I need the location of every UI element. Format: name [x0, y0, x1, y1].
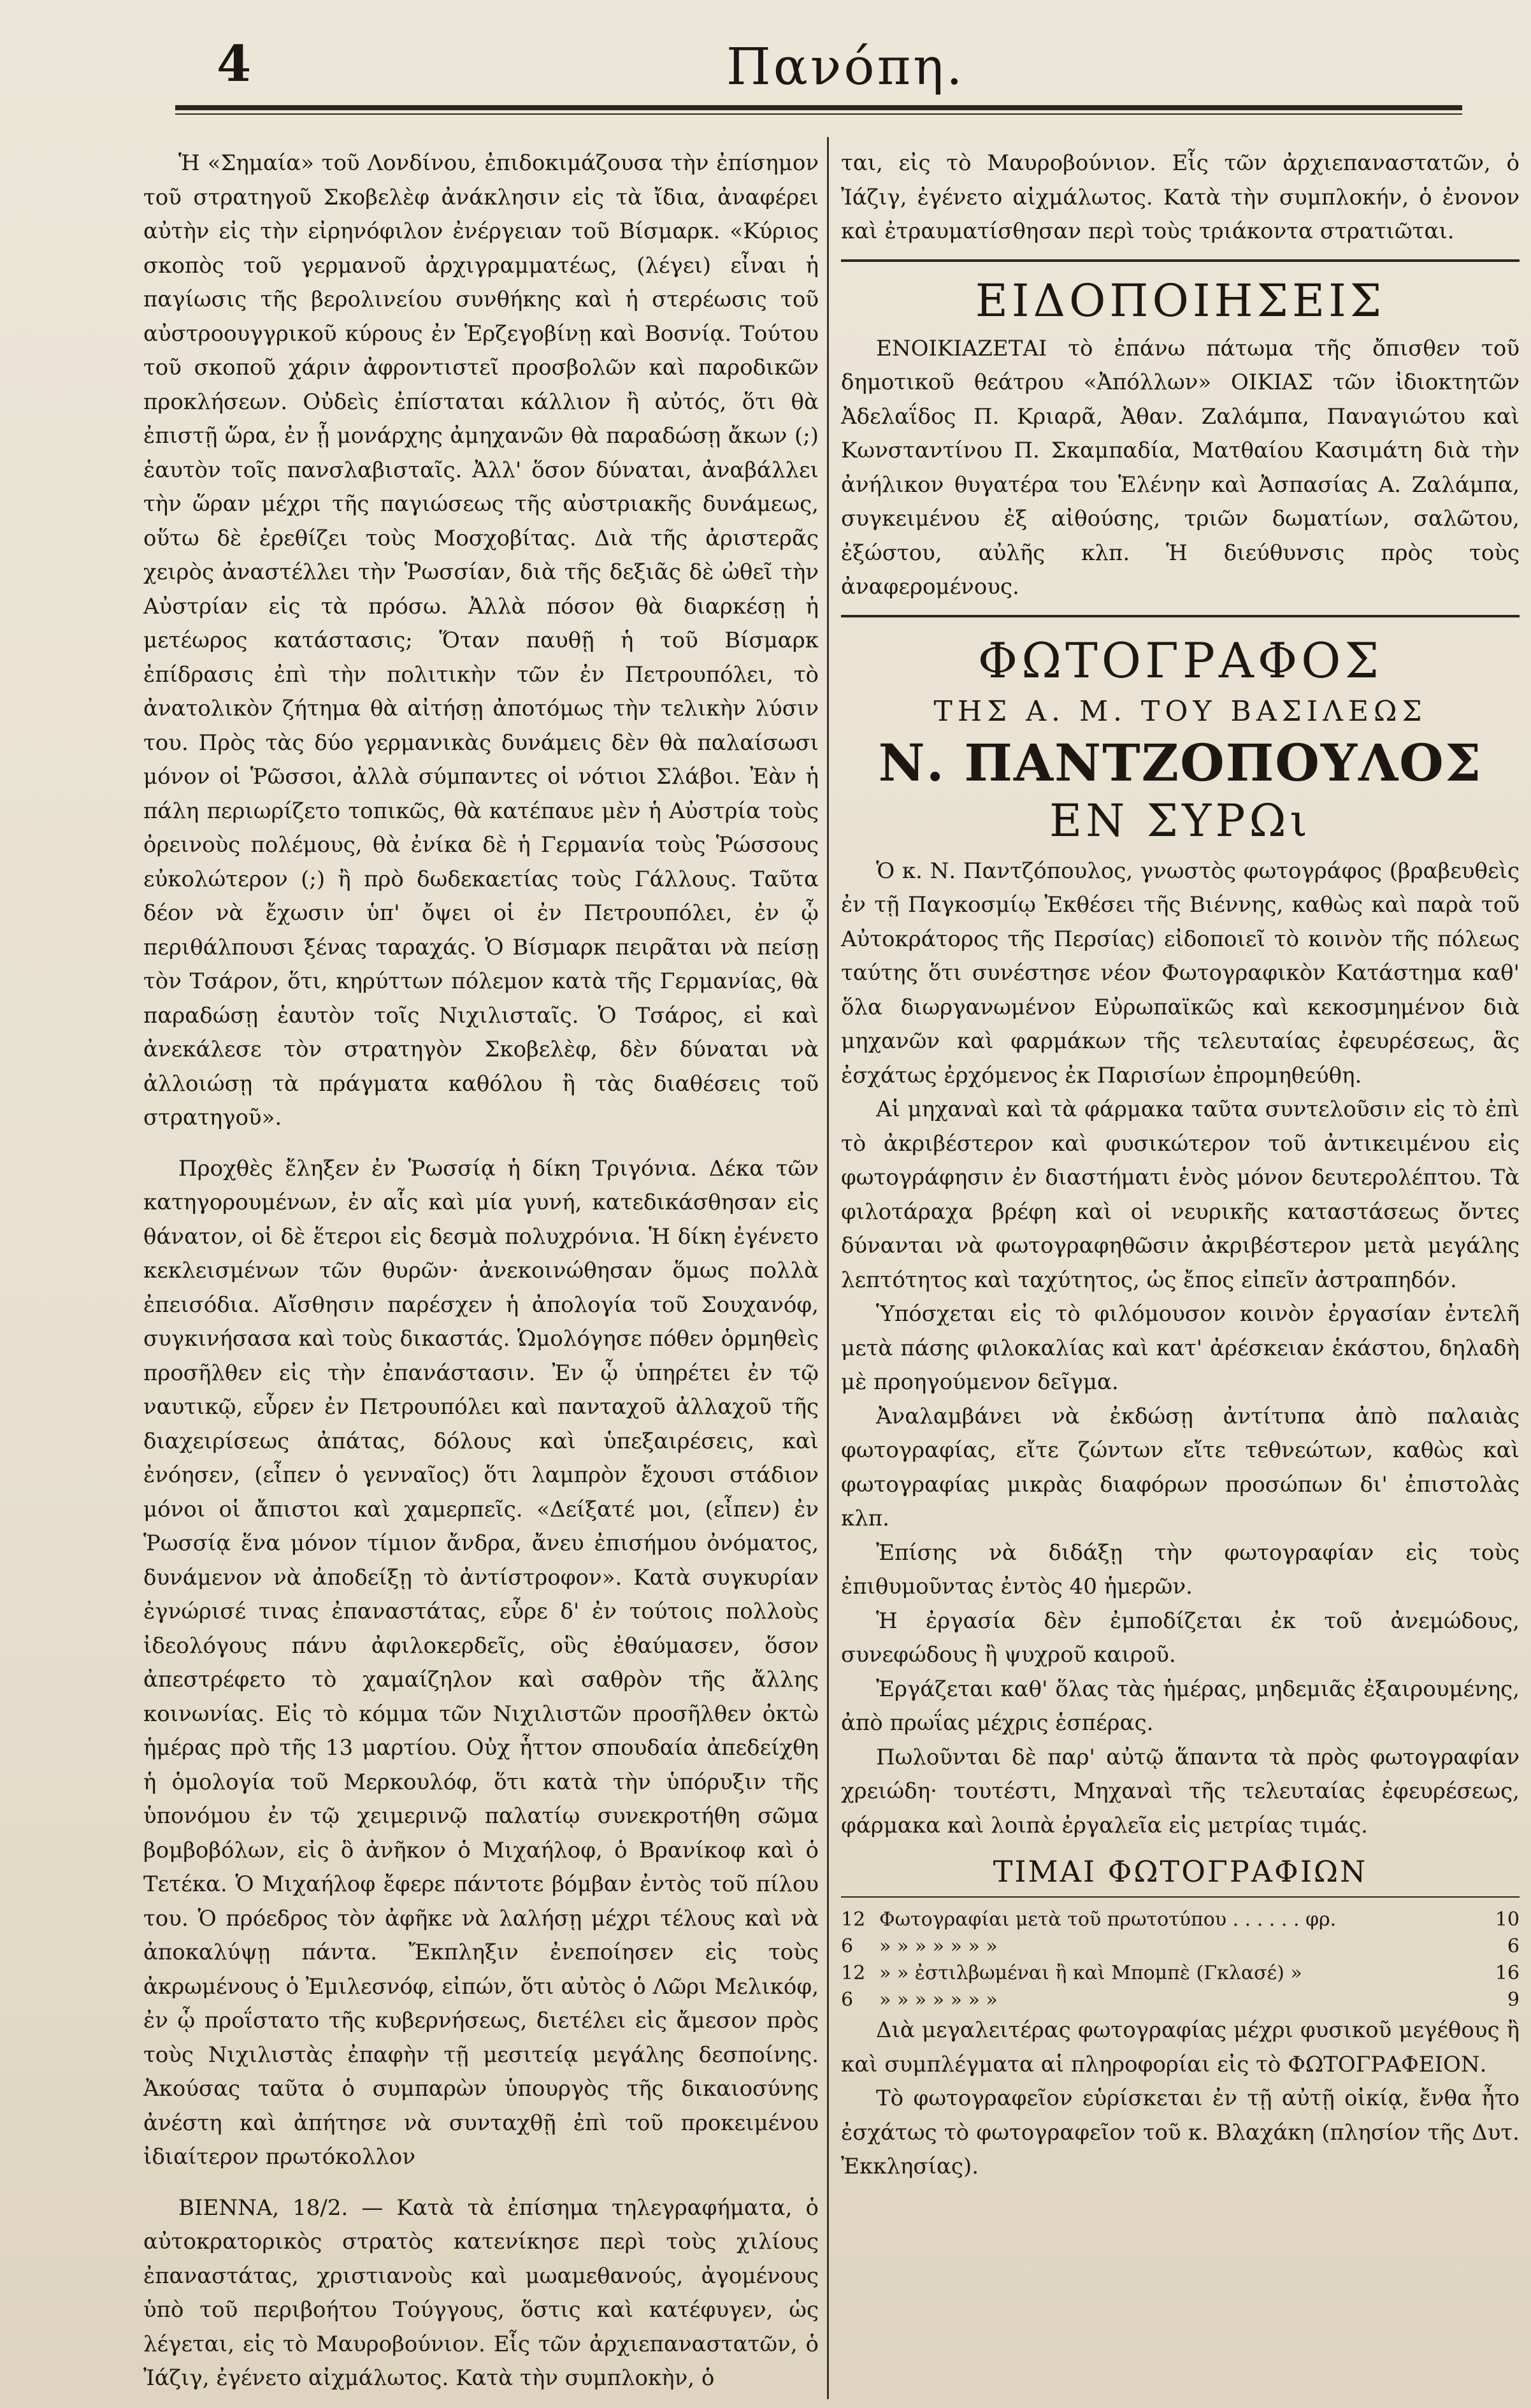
price-qty: 12: [841, 1962, 866, 1984]
price-desc: » » » » » » »: [879, 1989, 998, 2011]
announcement-rental: ΕΝΟΙΚΙΑΖΕΤΑΙ τὸ ἐπάνω πάτωμα τῆς ὄπισθεν τοῦ δημοτικοῦ θεάτρου «Ἀπόλλων» ΟΙΚΙΑΣ τῶν ἰδιοκτητῶν Ἀδελαΐδος Π. Κριαρᾶ, Ἀθαν. Ζαλάμπα, Παναγιώτου καὶ Κωνσταντίνου Π. Σκαμπαδία, Ματθαίου Κασιμάτη διὰ τὴν ἀνήλικον θυγατέρα του Ἑλένην καὶ Ἀσπασίας Α. Ζαλάμπα, συγκειμένου ἐξ αἰθούσης, τριῶν δωματίων, σαλῶτου, ἐξώστου, αὐλῆς κλπ. Ἡ διεύθυνσις πρὸς τοὺς ἀναφερομένους.: [841, 335, 1520, 600]
left-column: [143, 147, 819, 2396]
photographer-city: ΕΝ ΣΥΡΩι: [1049, 794, 1311, 847]
masthead-title: Πανόπη.: [726, 37, 965, 96]
photo-paragraph: Ὁ κ. Ν. Παντζόπουλος, γνωστὸς φωτογράφος (βραβευθεὶς ἐν τῇ Παγκοσμίῳ Ἐκθέσει τῆς Βιέννης, καθὼς καὶ παρὰ τοῦ Αὐτοκράτορος τῆς Περσίας) εἰδοποιεῖ τὸ κοινὸν τῆς πόλεως ταύτης ὅτι συνέστησε νέον Φωτογραφικὸν Κατάστημα καθ' ὅλα διωργανωμένον Εὐρωπαϊκῶς καὶ κεκοσμημένον διὰ μηχανῶν καὶ φαρμάκων τῆς τελευταίας ἐφευρέσεως, ἃς ἐσχάτως ἐρχόμενος ἐκ Παρισίων ἐπρομηθεύθη.: [841, 858, 1520, 1088]
price-row: [841, 1907, 1520, 1933]
photo-paragraph: Ἡ ἐργασία δὲν ἐμποδίζεται ἐκ τοῦ ἀνεμώδους, συνεφώδους ἢ ψυχροῦ καιροῦ.: [841, 1608, 1520, 1668]
photo-paragraph: Ὑπόσχεται εἰς τὸ φιλόμουσον κοινὸν ἐργασίαν ἐντελῆ μετὰ πάσης φιλοκαλίας καὶ κατ' ἀρέσκειαν ἑκάστου, δηλαδὴ μὲ προηγούμενον δεῖγμα.: [841, 1301, 1520, 1395]
photo-closing: Διὰ μεγαλειτέρας φωτογραφίας μέχρι φυσικοῦ μεγέθους ἢ καὶ συμπλέγματα αἱ πληροφορίαι εἰς τὸ ΦΩΤΟΓΡΑΦΕΙΟΝ.: [841, 2017, 1520, 2077]
photo-paragraph: Πωλοῦνται δὲ παρ' αὐτῷ ἅπαντα τὰ πρὸς φωτογραφίαν χρειώδη· τουτέστι, Μηχαναὶ τῆς τελευταίας ἐφευρέσεως, φάρμακα καὶ λοιπὰ ἐργαλεῖα εἰς μετρίας τιμάς.: [841, 1744, 1520, 1838]
photo-paragraph: Αἱ μηχαναὶ καὶ τὰ φάρμακα ταῦτα συντελοῦσιν εἰς τὸ ἐπὶ τὸ ἀκριβέστερον καὶ φυσικώτερον τοῦ ἀντικειμένου εἰς φωτογράφησιν ἐν διαστήματι ἑνὸς μόνον δευτερολέπτου. Τὰ φιλοτάραχα βρέφη καὶ οἱ νευρικῆς καταστάσεως ὄντες δύνανται νὰ φωτογραφηθῶσιν ἀκριβέστερον μετὰ μεγάλης λεπτότητος καὶ ταχύτητος, ὡς ἔπος εἰπεῖν ἀστραπηδόν.: [841, 1097, 1520, 1293]
price-desc: Φωτογραφίαι μετὰ τοῦ πρωτοτύπου . . . . . . φρ.: [879, 1908, 1337, 1931]
header-rule: [175, 105, 1462, 110]
photo-closing: Τὸ φωτογραφεῖον εὑρίσκεται ἐν τῇ αὐτῇ οἰκίᾳ, ἔνθα ἦτο ἐσχάτως τὸ φωτογραφεῖον τοῦ κ. Βλαχάκη (πλησίον τῆς Δυτ. Ἐκκλησίας).: [841, 2086, 1520, 2179]
photographer-name: Ν. ΠΑΝΤΖΟΠΟΥΛΟΣ: [878, 732, 1483, 793]
photo-paragraph: Ἀναλαμβάνει νὰ ἐκδώσῃ ἀντίτυπα ἀπὸ παλαιὰς φωτογραφίας, εἴτε ζώντων εἴτε τεθνεώτων, καθὼς καὶ φωτογραφίας μικρὰς διαφόρων προσώπων δι' ἐπιστολὰς κλπ.: [841, 1403, 1520, 1531]
photo-paragraph: Ἐργάζεται καθ' ὅλας τὰς ἡμέρας, μηδεμιᾶς ἐξαιρουμένης, ἀπὸ πρωΐας μέχρις ἑσπέρας.: [841, 1676, 1520, 1736]
article-trial: Προχθὲς ἔληξεν ἐν Ῥωσσίᾳ ἡ δίκη Τριγόνια. Δέκα τῶν κατηγορουμένων, ἐν αἷς καὶ μία γυνή, κατεδικάσθησαν εἰς θάνατον, οἱ δὲ ἕτεροι εἰς δεσμὰ πολυχρόνια. Ἡ δίκη ἐγένετο κεκλεισμένων τῶν θυρῶν· ἀνεκοινώθησαν ὅμως πολλὰ ἐπεισόδια. Αἴσθησιν παρέσχεν ἡ ἀπολογία τοῦ Σουχανόφ, συγκινήσασα καὶ τοὺς δικαστάς. Ὡμολόγησε πόθεν ὁρμηθεὶς προσῆλθεν εἰς τὴν ἐπανάστασιν. Ἐν ᾧ ὑπηρέτει ἐν τῷ ναυτικῷ, εὗρεν ἐν Πετρουπόλει καὶ πανταχοῦ ἀλλαχοῦ τῆς διαχειρίσεως ἀπάτας, δόλους καὶ ὑπεξαιρέσεις, καὶ ἐνόησεν, (εἶπεν ὁ γενναῖος) ὅτι λαμπρὸν ἔχουσι στάδιον μόνοι οἱ ἄπιστοι καὶ χαμερπεῖς. «Δείξατέ μοι, (εἶπεν) ἐν Ῥωσσίᾳ ἕνα μόνον τίμιον ἄνδρα, ἄνευ ἐπισήμου ὀνόματος, δυνάμενον νὰ ἀποδείξῃ τὸ ἀντίστροφον». Κατὰ συγκυρίαν ἐγνώρισέ τινας ἐπαναστάτας, εὗρε δ' ἐν τούτοις πολλοὺς ἰδεολόγους πάνυ ἀφιλοκερδεῖς, οὓς ἐθαύμασεν, ὅσον ἀπεστρέφετο τὸ χαμαίζηλον καὶ σαθρὸν τῆς ἄλλης κοινωνίας. Εἰς τὸ κόμμα τῶν Νιχιλιστῶν προσῆλθεν ὀκτὼ ἡμέρας πρὸ τῆς 13 μαρτίου. Οὐχ ἧττον σπουδαία ἀπεδείχθη ἡ ὁμολογία τοῦ Μερκουλόφ, ὅτι κατὰ τὴν ὑπόρυξιν τῆς ὑπονόμου ἐν τῷ χειμερινῷ παλατίῳ συνεκροτήθη σῶμα βομβοβόλων, εἰς ὃ ἀνῆκον ὁ Μιχαήλοφ, ὁ Βρανίκοφ καὶ ὁ Τετέκα. Ὁ Μιχαήλοφ ἔφερε πάντοτε βόμβαν ἐντὸς τοῦ πίλου του. Ὁ πρόεδρος τὸν ἀφῆκε νὰ λαλήσῃ μέχρι τέλους καὶ νὰ ἀποκαλύψῃ πάντα. Ἔκπληξιν ἐνεποίησεν εἰς τοὺς ἀκρωμένους ὁ Ἐμιλεσνόφ, εἰπών, ὅτι αὐτὸς ὁ Λῶρι Μελικόφ, ἐν ᾧ προΐστατο τῆς κυβερνήσεως, διετέλει εἰς ἄμεσον πρὸς τοὺς Νιχιλιστὰς ἐπαφὴν τῇ μεσιτείᾳ μεγάλης δεσποίνης. Ἀκούσας ταῦτα ὁ συμπαρὼν ὑπουργὸς τῆς δικαιοσύνης ἀνέστη καὶ ἀπήτησε νὰ συνταχθῇ ἐπὶ τοῦ προκειμένου ἰδιαίτερον πρωτόκολλον: [143, 1155, 819, 2170]
announcements-heading: ΕΙΔΟΠΟΙΗΣΕΙΣ: [975, 274, 1386, 327]
page-number: 4: [217, 35, 252, 93]
price-qty: 6: [841, 1989, 854, 2011]
price-row: [841, 1960, 1520, 1987]
price-value: 10: [1495, 1908, 1520, 1931]
price-value: 9: [1507, 1989, 1520, 2011]
column-divider: [827, 137, 829, 2399]
price-value: 16: [1495, 1962, 1520, 1984]
header-rule-thin: [175, 113, 1462, 115]
price-row: [841, 1933, 1520, 1960]
price-qty: 6: [841, 1935, 854, 1957]
price-value: 6: [1507, 1935, 1520, 1957]
photographer-title: ΦΩΤΟΓΡΑΦΟΣ: [977, 631, 1383, 689]
vienna-continuation: ται, εἰς τὸ Μαυροβούνιον. Εἷς τῶν ἀρχιεπαναστατῶν, ὁ Ἰάζιγ, ἐγένετο αἰχμάλωτος. Κατὰ τὴν συμπλοκήν, ὁ ἐνονον καὶ ἐτραυματίσθησαν περὶ τοὺς τριάκοντα στρατιῶται.: [841, 150, 1520, 244]
price-desc: » » ἐστιλβωμέναι ἢ καὶ Μπομπὲ (Γκλασέ) »: [879, 1962, 1302, 1984]
photographer-subtitle: ΤΗΣ Α. Μ. ΤΟΥ ΒΑΣΙΛΕΩΣ: [933, 695, 1427, 728]
prices-table: [841, 1907, 1520, 2014]
price-qty: 12: [841, 1908, 866, 1931]
photo-paragraph: Ἐπίσης νὰ διδάξῃ τὴν φωτογραφίαν εἰς τοὺς ἐπιθυμοῦντας ἐντὸς 40 ἡμερῶν.: [841, 1539, 1520, 1599]
article-vienna: ΒΙΕΝΝΑ, 18/2. — Κατὰ τὰ ἐπίσημα τηλεγραφήματα, ὁ αὐτοκρατορικὸς στρατὸς κατενίκησε περὶ τοὺς χιλίους ἐπαναστάτας, χριστιανοὺς καὶ μωαμεθανούς, ἀγομένους ὑπὸ τοῦ περιβοήτου Τούγγους, ὅστις καὶ κατέφυγεν, ὡς λέγεται, εἰς τὸ Μαυροβούνιον. Εἷς τῶν ἀρχιεπαναστατῶν, ὁ Ἰάζιγ, ἐγένετο αἰχμάλωτος. Κατὰ τὴν συμπλοκὴν, ὁ: [143, 2195, 819, 2391]
price-row: [841, 1987, 1520, 2014]
right-column: [841, 147, 1520, 2184]
price-desc: » » » » » » »: [879, 1935, 998, 1957]
prices-title: ΤΙΜΑΙ ΦΩΤΟΓΡΑΦΙΩΝ: [993, 1854, 1368, 1889]
section-rule-2: [841, 615, 1520, 617]
prices-rule: [841, 1896, 1520, 1898]
section-rule: [841, 259, 1520, 262]
article-skobelev: Ἡ «Σημαία» τοῦ Λονδίνου, ἐπιδοκιμάζουσα τὴν ἐπίσημον τοῦ στρατηγοῦ Σκοβελὲφ ἀνάκλησιν εἰς τὰ ἴδια, ἀναφέρει αὐτὴν εἰς τὴν εἰρηνόφιλον ἐνέργειαν τοῦ Βίσμαρκ. «Κύριος σκοπὸς τοῦ γερμανοῦ ἀρχιγραμματέως, (λέγει) εἶναι ἡ παγίωσις τῆς βερολινείου συνθήκης καὶ ἡ στερέωσις τοῦ αὐστροουγγρικοῦ κύρους ἐν Ἑρζεγοβίνῃ καὶ Βοσνίᾳ. Τούτου τοῦ σκοποῦ χάριν ἀφροντιστεῖ προσβολῶν καὶ παροδικῶν προκλήσεων. Οὐδεὶς ἐπίσταται κάλλιον ἢ αὐτός, ὅτι θὰ ἐπιστῇ ὥρα, ἐν ᾗ μονάρχης ἀμηχανῶν θὰ παραδώσῃ ἄκων (;) ἑαυτὸν τοῖς πανσλαβισταῖς. Ἀλλ' ὅσον δύναται, ἀναβάλλει τὴν ὥραν μέχρι τῆς παγιώσεως τῆς αὐστριακῆς δυνάμεως, οὕτω δὲ ἐρεθίζει τοὺς Μοσχοβίτας. Διὰ τῆς ἀριστερᾶς χειρὸς ἀναστέλλει τὴν Ῥωσσίαν, διὰ τῆς δεξιᾶς δὲ ὠθεῖ τὴν Αὐστρίαν εἰς τὰ πρόσω. Ἀλλὰ πόσον θὰ διαρκέσῃ ἡ μετέωρος κατάστασις; Ὅταν παυθῇ ἡ τοῦ Βίσμαρκ ἐπίδρασις ἐπὶ τὴν πολιτικὴν τῶν ἐν Πετρουπόλει, τὸ ἀνατολικὸν ζήτημα θὰ αἰτήσῃ ἀποτόμως τὴν τελικὴν λύσιν του. Πρὸς τὰς δύο γερμανικὰς δυνάμεις δὲν θὰ παλαίσωσι μόνον οἱ Ῥῶσσοι, ἀλλὰ σύμπαντες οἱ νότιοι Σλάβοι. Ἐὰν ἡ πάλη περιωρίζετο τοπικῶς, θὰ κατέπαυε μὲν ἡ Αὐστρία τοὺς ὀρεινοὺς πολέμους, θὰ ἐνίκα δὲ ἡ Γερμανία τοὺς Ῥώσσους εὐκολώτερον (;) ἢ πρὸ δωδεκαετίας τοὺς Γάλλους. Ταῦτα δέον νὰ ἔχωσιν ὑπ' ὄψει οἱ ἐν Πετρουπόλει, ἐν ᾧ περιθάλπουσι ξένας ταραχάς. Ὁ Βίσμαρκ πειρᾶται νὰ πείσῃ τὸν Τσάρον, ὅτι, κηρύττων πόλεμον κατὰ τῆς Γερμανίας, θὰ παραδώσῃ ἑαυτὸν τοῖς Νιχιλισταῖς. Ὁ Τσάρος, εἰ καὶ ἀνεκάλεσε τὸν στρατηγὸν Σκοβελὲφ, δὲν δύναται νὰ ἀλλοιώσῃ τὰ πράγματα καθόλου ἢ τὰς διαθέσεις τοῦ στρατηγοῦ».: [143, 150, 819, 1130]
